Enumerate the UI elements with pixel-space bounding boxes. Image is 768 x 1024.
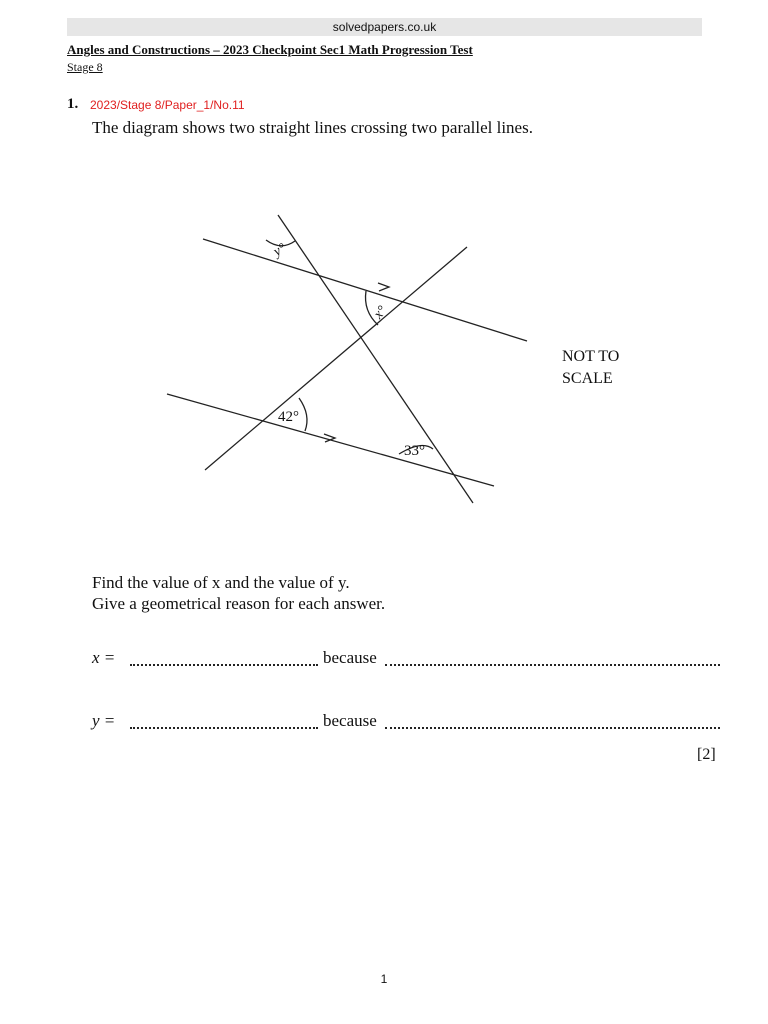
angle-label-33: 33° xyxy=(404,443,425,459)
instruction-line-2: Give a geometrical reason for each answer. xyxy=(92,594,386,613)
question-number: 1. xyxy=(67,96,79,112)
question-text: The diagram shows two straight lines crossing two parallel lines. xyxy=(92,118,533,137)
instructions xyxy=(92,572,385,614)
site-name: solvedpapers.co.uk xyxy=(332,20,437,34)
parallel-line-upper xyxy=(203,239,527,341)
document-stage: Stage 8 xyxy=(67,60,103,74)
angle-arc-42 xyxy=(299,398,307,431)
angle-label-x: x° xyxy=(371,303,391,323)
reason-blank-y[interactable] xyxy=(385,727,720,729)
not-to-scale-note xyxy=(562,346,619,390)
answer-blank-x[interactable] xyxy=(130,664,318,666)
answer-row-x xyxy=(92,648,722,672)
angle-label-42: 42° xyxy=(278,409,299,425)
answer-row-y xyxy=(92,711,722,735)
marks-allocation: [2] xyxy=(697,746,716,763)
parallel-arrow-upper xyxy=(378,283,389,291)
question-reference: 2023/Stage 8/Paper_1/No.11 xyxy=(90,98,245,112)
answer-label-x: x = xyxy=(92,648,116,667)
transversal-line-1 xyxy=(278,215,473,503)
note-line-1: NOT TO xyxy=(562,348,620,365)
because-label-x: because xyxy=(323,648,377,667)
note-line-2: SCALE xyxy=(562,370,613,387)
answer-label-y: y = xyxy=(92,711,116,730)
instruction-line-1: Find the value of x and the value of y. xyxy=(92,573,350,592)
page-number: 1 xyxy=(380,972,388,986)
geometry-diagram xyxy=(160,205,540,510)
answer-blank-y[interactable] xyxy=(130,727,318,729)
site-banner xyxy=(67,18,702,36)
angle-label-y: y° xyxy=(271,240,289,260)
document-title: Angles and Constructions – 2023 Checkpoint Sec1 Math Progression Test xyxy=(67,42,473,57)
because-label-y: because xyxy=(323,711,377,730)
reason-blank-x[interactable] xyxy=(385,664,720,666)
